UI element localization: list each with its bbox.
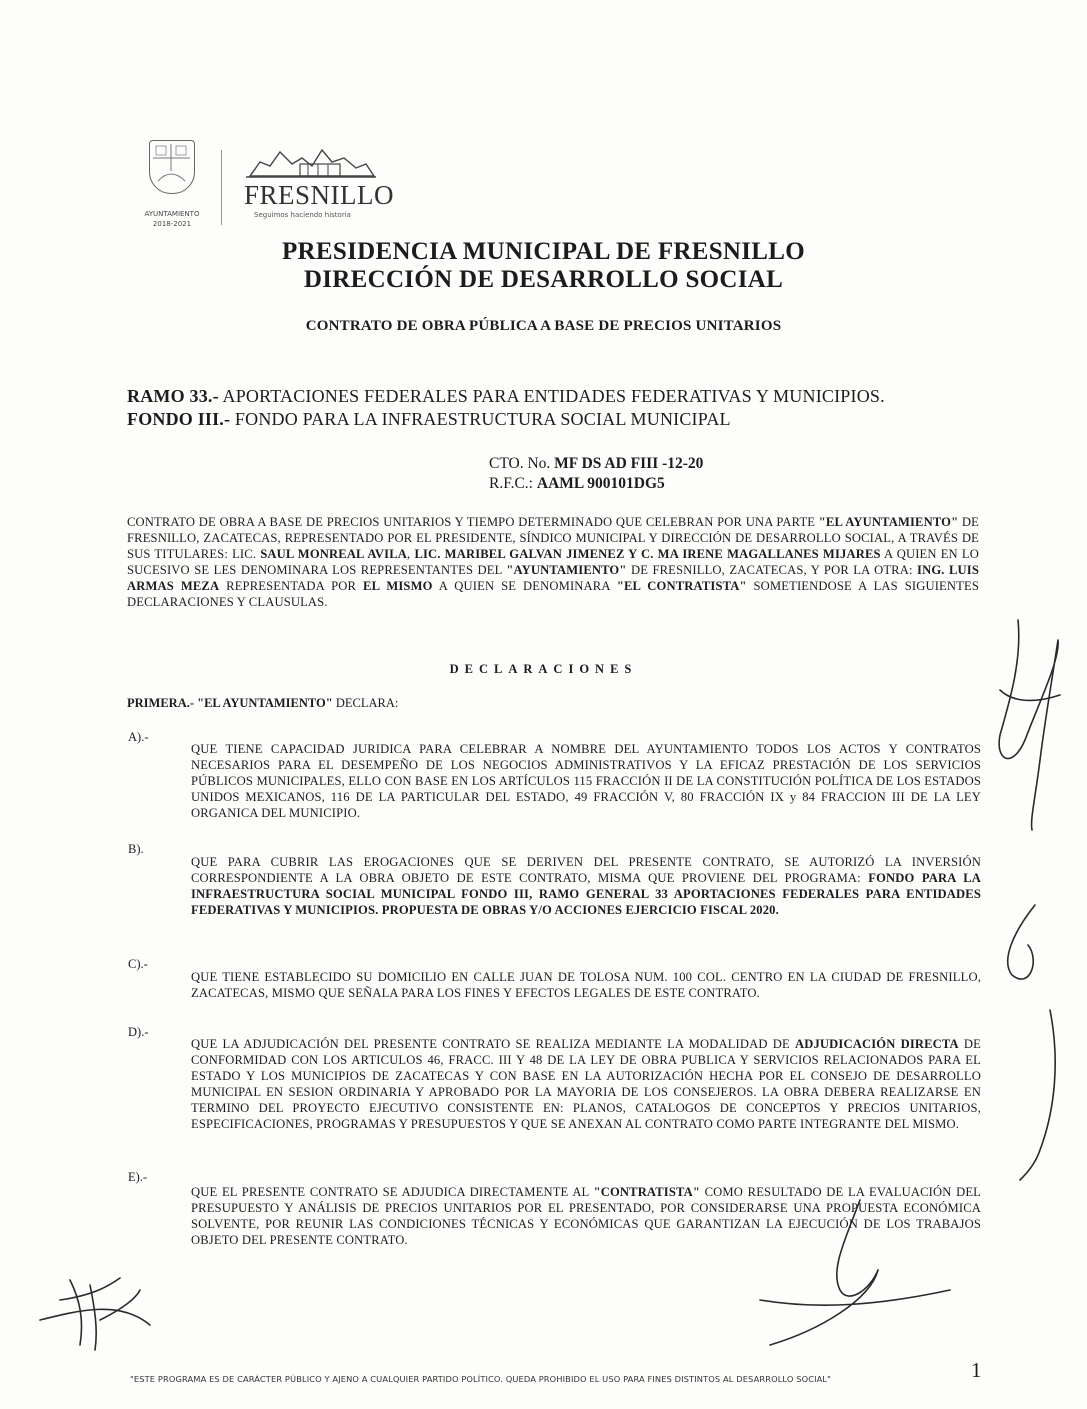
municipal-seal-logo <box>143 140 201 230</box>
intro-paragraph: CONTRATO DE OBRA A BASE DE PRECIOS UNITARIOS Y TIEMPO DETERMINADO QUE CELEBRAN POR UNA PARTE "EL AYUNTAMIENTO" DE FRESNILLO, ZACATECAS, REPRESENTADO POR EL PRESIDENTE, SÍNDICO MUNICIPAL Y DIRECCIÓN DE DESARROLLO SOCIAL, A TRAVÉS DE SUS TITULARES: LIC. SAUL MONREAL AVILA, LIC. MARIBEL GALVAN JIMENEZ Y C. MA IRENE MAGALLANES MIJARES A QUIEN EN LO SUCESIVO SE LES DENOMINARA LOS REPRESENTANTES DEL "AYUNTAMIENTO" DE FRESNILLO, ZACATECAS, Y POR LA OTRA: ING. LUIS ARMAS MEZA REPRESENTADA POR EL MISMO A QUIEN SE DENOMINARA "EL CONTRATISTA" SOMETIENDOSE A LAS SIGUIENTES DECLARACIONES Y CLAUSULAS. <box>127 515 979 609</box>
rfc-line <box>489 475 665 493</box>
skyline-icon <box>240 140 380 182</box>
title-presidencia: PRESIDENCIA MUNICIPAL DE FRESNILLO <box>281 238 806 265</box>
logo-divider <box>221 150 222 225</box>
ramo-label: RAMO 33.- <box>127 386 219 406</box>
footer-notice: "ESTE PROGRAMA ES DE CARÁCTER PÚBLICO Y AJENO A CUALQUIER PARTIDO POLÍTICO. QUEDA PROHIBIDO EL USO PARA FINES DISTINTOS AL DESARROLLO SOCIAL" <box>130 1374 832 1384</box>
fondo-label: FONDO III.- <box>127 409 231 429</box>
item-e-marker: E).- <box>128 1170 148 1184</box>
item-a-text: QUE TIENE CAPACIDAD JURIDICA PARA CELEBRAR A NOMBRE DEL AYUNTAMIENTO TODOS LOS ACTOS Y CONTRATOS NECESARIOS PARA EL DESEMPEÑO DE LOS NEGOCIOS ADMINISTRATIVOS Y LA EFICAZ PRESTACIÓN DE LOS SERVICIOS PÚBLICOS MUNICIPALES, ELLO CON BASE EN LOS ARTÍCULOS 115 FRACCIÓN II DE LA CONSTITUCIÓN POLÍTICA DE LOS ESTADOS UNIDOS MEXICANOS, 116 DE LA PARTICULAR DEL ESTADO, 49 FRACCIÓN V, 80 FRACCIÓN IX y 84 FRACCION III DE LA LEY ORGANICA DEL MUNICIPIO. <box>191 742 981 820</box>
seal-caption: AYUNTAMIENTO <box>144 210 200 218</box>
signature-bottom-left <box>40 1278 150 1350</box>
signature-right-top <box>999 620 1060 830</box>
primera-heading: PRIMERA.- "EL AYUNTAMIENTO" DECLARA: <box>127 696 399 710</box>
item-a-marker: A).- <box>128 730 149 744</box>
ramo-text: APORTACIONES FEDERALES PARA ENTIDADES FEDERATIVAS Y MUNICIPIOS. <box>218 386 885 406</box>
item-e-text: QUE EL PRESENTE CONTRATO SE ADJUDICA DIRECTAMENTE AL "CONTRATISTA" COMO RESULTADO DE LA EVALUACIÓN DEL PRESUPUESTO Y ANÁLISIS DE PRECIOS UNITARIOS POR EL PRESENTADO, POR CONSIDERARSE UNA PROPUESTA ECONÓMICA SOLVENTE, POR REUNIR LAS CONDICIONES TÉCNICAS Y ECONÓMICAS QUE GARANTIZAN LA EJECUCIÓN DE LOS TRABAJOS OBJETO DEL PRESENTE CONTRATO. <box>191 1185 982 1247</box>
fresnillo-logo <box>240 140 395 220</box>
contract-number <box>489 455 703 473</box>
contract-type-heading: CONTRATO DE OBRA PÚBLICA A BASE DE PRECIOS UNITARIOS <box>305 318 782 334</box>
rfc-label: R.F.C.: <box>489 475 533 492</box>
item-b-text: QUE PARA CUBRIR LAS EROGACIONES QUE SE DERIVEN DEL PRESENTE CONTRATO, SE AUTORIZÓ LA INVERSIÓN CORRESPONDIENTE A LA OBRA OBJETO DE ESTE CONTRATO, MISMA QUE PROVIENE DEL PROGRAMA: FONDO PARA LA INFRAESTRUCTURA SOCIAL MUNICIPAL FONDO III, RAMO GENERAL 33 APORTACIONES FEDERALES PARA ENTIDADES FEDERATIVAS Y MUNICIPIOS. PROPUESTA DE OBRAS Y/O ACCIONES EJERCICIO FISCAL 2020. <box>191 855 981 917</box>
rfc-value: AAML 900101DG5 <box>536 475 665 492</box>
item-b-marker: B). <box>128 842 144 856</box>
title-direccion: DIRECCIÓN DE DESARROLLO SOCIAL <box>303 266 784 293</box>
cto-value: MF DS AD FIII -12-20 <box>554 455 704 472</box>
brand-slogan: Seguimos haciendo historia <box>254 211 351 219</box>
page-number: 1 <box>971 1358 982 1382</box>
fondo-line <box>127 409 731 430</box>
item-d-marker: D).- <box>128 1025 149 1039</box>
item-d-text: QUE LA ADJUDICACIÓN DEL PRESENTE CONTRATO SE REALIZA MEDIANTE LA MODALIDAD DE ADJUDICACIÓN DIRECTA DE CONFORMIDAD CON LOS ARTICULOS 46, FRACC. III Y 48 DE LA LEY DE OBRA PUBLICA Y SERVICIOS RELACIONADOS PARA EL ESTADO Y LOS MUNICIPIOS DE ZACATECAS Y CON BASE EN LA AUTORIZACIÓN HECHA POR EL CONSEJO DE DESARROLLO MUNICIPAL EN SESION ORDINARIA Y APROBADO POR LA MAYORIA DE LOS CONSEJEROS. LA OBRA DEBERA REALIZARSE EN TERMINO DEL PROYECTO EJECUTIVO CONSISTENTE EN: PLANOS, CATALOGOS DE CONCEPTOS Y PRECIOS UNITARIOS, ESPECIFICACIONES, PROGRAMAS Y PRESUPUESTOS Y QUE SE ANEXAN AL CONTRATO COMO PARTE INTEGRANTE DEL MISMO. <box>191 1037 982 1131</box>
fondo-text: FONDO PARA LA INFRAESTRUCTURA SOCIAL MUNICIPAL <box>230 409 731 429</box>
brand-name: FRESNILLO <box>244 180 395 210</box>
item-c-text: QUE TIENE ESTABLECIDO SU DOMICILIO EN CALLE JUAN DE TOLOSA NUM. 100 COL. CENTRO EN LA CIUDAD DE FRESNILLO, ZACATECAS, MISMO QUE SEÑALA PARA LOS FINES Y EFECTOS LEGALES DE ESTE CONTRATO. <box>191 970 981 1000</box>
signature-right-middle <box>1008 905 1055 1180</box>
declaraciones-heading: DECLARACIONES <box>449 662 638 676</box>
cto-label: CTO. No. <box>489 455 551 472</box>
item-c-marker: C).- <box>128 957 148 971</box>
seal-years: 2018-2021 <box>152 220 192 228</box>
ramo-line <box>127 386 885 407</box>
shield-icon <box>149 140 195 194</box>
